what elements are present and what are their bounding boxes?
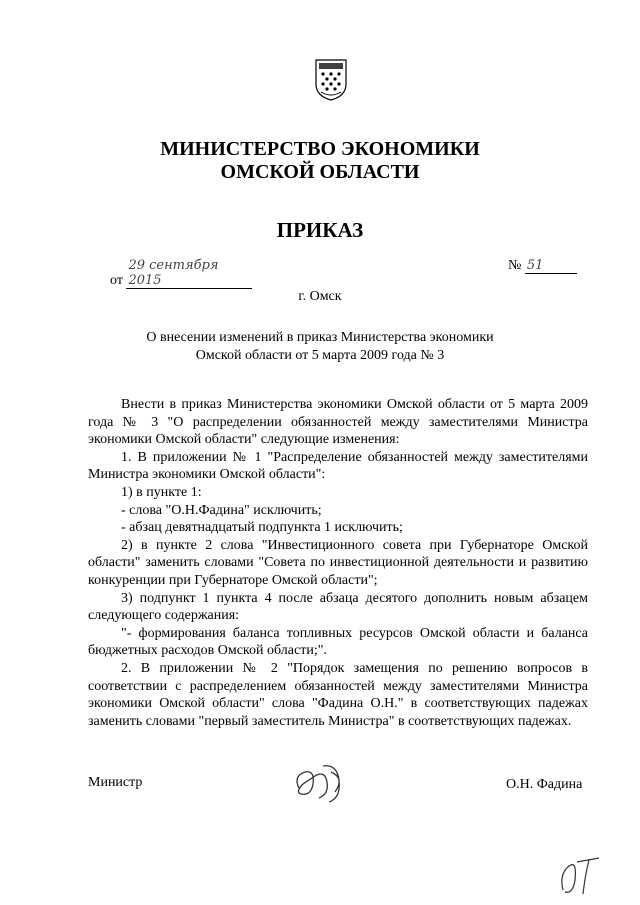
number-line — [508, 258, 577, 274]
subject-line1: О внесении изменений в приказ Министерства экономики — [146, 330, 494, 345]
document-type-title: ПРИКАЗ — [276, 218, 364, 242]
body-paragraph: 1) в пункте 1: — [121, 484, 202, 500]
ministry-title-line2: ОМСКОЙ ОБЛАСТИ — [220, 161, 420, 183]
number-prefix: № — [508, 258, 522, 273]
handwritten-initials-icon — [555, 850, 605, 898]
body-paragraph: 2. В приложении № 2 "Порядок замещения по решению вопросов в соответствии с распределением обязанностей между заместителями Министра экономики Омской области" слова "Фадина О.Н." в соответствующих падежах заменить словами "первый заместитель Министра" в соответствующих падежах. — [88, 660, 588, 729]
document-body — [88, 396, 588, 730]
date-line — [110, 258, 252, 289]
signatory-position: Министр — [88, 775, 143, 790]
body-paragraph: - слова "О.Н.Фадина" исключить; — [121, 502, 322, 518]
body-paragraph: - абзац девятнадцатый подпункта 1 исключить; — [121, 520, 403, 536]
handwritten-signature-icon — [285, 758, 355, 808]
subject-line2: Омской области от 5 марта 2009 года № 3 — [195, 348, 445, 363]
body-paragraph: "- формирования баланса топливных ресурсов Омской области и баланса бюджетных расходов Омской области;". — [88, 625, 588, 659]
ministry-title-line1: МИНИСТЕРСТВО ЭКОНОМИКИ — [160, 138, 480, 160]
date-prefix: от — [110, 273, 123, 288]
omsk-coat-of-arms-icon — [313, 56, 349, 102]
body-paragraph: Внести в приказ Министерства экономики Омской области от 5 марта 2009 года № 3 "О распределении обязанностей между заместителями Министра экономики Омской области" следующие изменения: — [88, 397, 588, 448]
city: г. Омск — [298, 289, 342, 304]
handwritten-number: 51 — [525, 258, 577, 274]
body-paragraph: 2) в пункте 2 слова "Инвестиционного совета при Губернаторе Омской области" заменить словами "Совета по инвестиционной деятельности и развитию конкуренции при Губернаторе Омской области"; — [88, 537, 588, 588]
body-paragraph: 1. В приложении № 1 "Распределение обязанностей между заместителями Министра экономики Омской области": — [88, 449, 588, 483]
body-paragraph: 3) подпункт 1 пункта 4 после абзаца десятого дополнить новым абзацем следующего содержания: — [88, 590, 588, 624]
signer-name: О.Н. Фадина — [506, 777, 583, 792]
handwritten-date: 29 сентября 2015 — [126, 258, 252, 289]
